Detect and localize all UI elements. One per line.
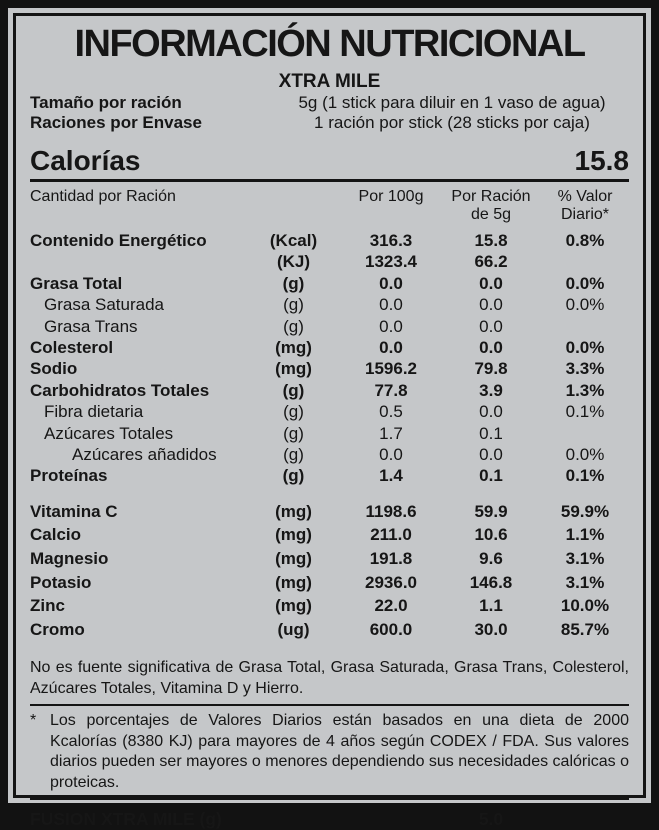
column-header-daily-value-line1: % Valor — [557, 188, 613, 205]
nutrient-table — [30, 230, 629, 487]
column-header-per-serving-line1: Por Ración — [451, 188, 531, 205]
micronutrient-row-calcium: Calcio (mg) 211.0 10.6 1.1% — [30, 525, 605, 545]
note-divider — [30, 798, 629, 800]
footer-row — [30, 808, 629, 830]
nutrition-label — [13, 13, 646, 830]
serving-size-label: Tamaño por ración — [30, 93, 182, 112]
column-header-daily-value — [541, 188, 629, 224]
serving-size-value: 5g (1 stick para diluir en 1 vaso de agua) — [298, 93, 606, 112]
nutrient-row-dietary-fiber: Fibra dietaria (g) 0.5 0.0 0.1% — [44, 402, 605, 422]
calories-row — [30, 144, 629, 182]
micronutrient-row-zinc: Zinc (mg) 22.0 1.1 10.0% — [30, 596, 610, 616]
product-name: XTRA MILE — [278, 71, 381, 92]
daily-values-note — [30, 711, 629, 793]
nutrient-row-cholesterol: Colesterol (mg) 0.0 0.0 0.0% — [30, 338, 605, 358]
column-header-daily-value-line2: Diario* — [560, 206, 609, 223]
column-header-per-100g: Por 100g — [358, 188, 424, 205]
micronutrient-table — [30, 500, 629, 642]
not-significant-note: No es fuente significativa de Grasa Total, Grasa Saturada, Grasa Trans, Colesterol, Azúcares Totales, Vitamina D y Hierro. — [30, 659, 629, 697]
nutrient-row-sodium: Sodio (mg) 1596.2 79.8 3.3% — [30, 359, 605, 379]
micronutrient-row-vitamin-c: Vitamina C (mg) 1198.6 59.9 59.9% — [30, 501, 610, 521]
nutrient-row-protein: Proteínas (g) 1.4 0.1 0.1% — [30, 466, 605, 486]
column-header-per-serving — [441, 188, 541, 224]
calories-value: 15.8 — [574, 145, 629, 176]
footer-value: 5.0 — [478, 809, 504, 830]
column-header-row — [30, 188, 629, 224]
asterisk-marker: * — [30, 712, 37, 730]
micronutrient-row-potassium: Potasio (mg) 2936.0 146.8 3.1% — [30, 572, 605, 592]
serving-size-row — [30, 93, 629, 113]
nutrient-row-saturated-fat: Grasa Saturada (g) 0.0 0.0 0.0% — [44, 295, 605, 315]
nutrient-row-total-carbs: Carbohidratos Totales (g) 77.8 3.9 1.3% — [30, 380, 605, 400]
note-divider — [30, 704, 629, 706]
column-header-amount: Cantidad por Ración — [30, 188, 176, 205]
nutrient-row-energy-kcal: Contenido Energético (Kcal) 316.3 15.8 0.8% — [30, 231, 605, 250]
micronutrient-row-chromium: Cromo (ug) 600.0 30.0 85.7% — [30, 619, 610, 639]
nutrient-row-total-sugars: Azúcares Totales (g) 1.7 0.1 — [44, 423, 503, 443]
micronutrient-row-magnesium: Magnesio (mg) 191.8 9.6 3.1% — [30, 549, 605, 569]
servings-per-container-label: Raciones por Envase — [30, 113, 202, 132]
footnotes — [30, 658, 629, 805]
calories-label: Calorías — [30, 145, 141, 176]
nutrient-row-trans-fat: Grasa Trans (g) 0.0 0.0 — [44, 316, 503, 336]
nutrient-row-added-sugars: Azúcares añadidos (g) 0.0 0.0 0.0% — [72, 445, 605, 465]
servings-per-container-row — [30, 113, 629, 133]
column-header-per-serving-line2: de 5g — [470, 206, 512, 223]
nutrient-row-energy-kj: (KJ) 1323.4 66.2 — [276, 252, 508, 272]
daily-values-note-text: Los porcentajes de Valores Diarios están basados en una dieta de 2000 Kcalorías (8380 KJ) para mayores de 4 años según CODEX / FDA. Sus valores diarios pueden ser mayores o menores dependiendo sus necesidades calóricas o proteicas. — [50, 712, 630, 791]
servings-per-container-value: 1 ración por stick (28 sticks por caja) — [314, 113, 590, 132]
label-title: INFORMACIÓN NUTRICIONAL — [74, 23, 585, 65]
nutrient-row-total-fat: Grasa Total (g) 0.0 0.0 0.0% — [30, 273, 605, 293]
label-mat — [8, 8, 651, 830]
footer-product-name: FUSION XTRA MILE (g) — [30, 809, 222, 830]
